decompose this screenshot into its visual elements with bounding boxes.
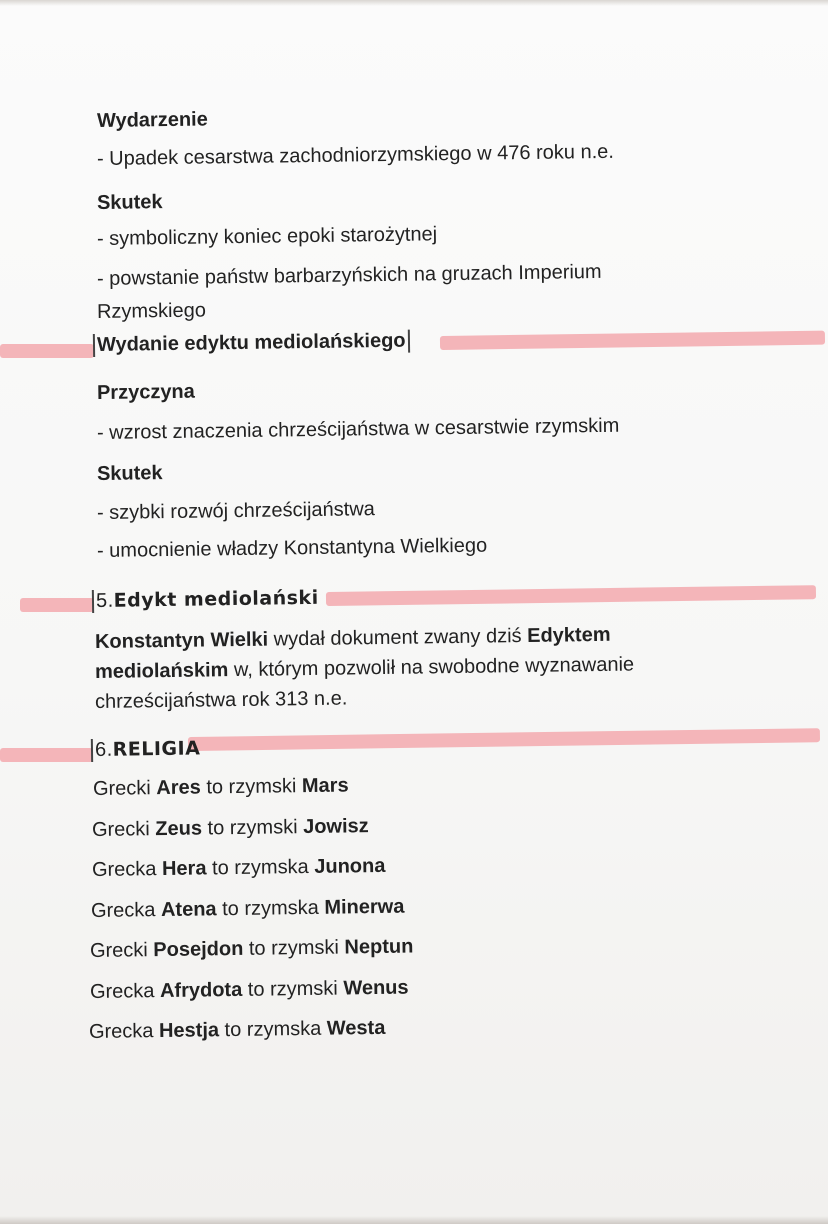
event-label: Wydarzenie	[96, 108, 208, 132]
god-article: Grecka	[91, 858, 162, 881]
effect-item: - powstanie państw barbarzyńskich na gruzach Imperium	[96, 260, 602, 290]
god-article: Grecki	[92, 817, 156, 841]
greek-god-name: Hera	[161, 857, 207, 881]
roman-god-name: Jowisz	[303, 814, 370, 838]
god-connector: to rzymski	[243, 936, 345, 960]
god-connector: to rzymski	[202, 815, 304, 839]
term-bold: Konstantyn Wielki	[94, 628, 269, 653]
section-title: RELIGIA	[112, 737, 201, 761]
section-title: Edykt mediolański	[113, 586, 319, 612]
section-number: 6.	[94, 738, 113, 761]
section-5-heading	[92, 587, 319, 613]
highlight-band-right	[440, 331, 825, 350]
highlight-band-right	[326, 585, 816, 606]
roman-god-name: Junona	[313, 854, 386, 878]
highlight-band-right	[188, 728, 820, 751]
effect-item-continuation: Rzymskiego	[96, 299, 207, 323]
term-bold: Edyktem	[527, 623, 611, 647]
cause-label: Przyczyna	[96, 380, 195, 404]
roman-god-name: Wenus	[342, 976, 409, 999]
god-connector: to rzymski	[200, 775, 303, 799]
effect-item: - umocnienie władzy Konstantyna Wielkiego	[96, 534, 488, 562]
god-pair-row	[91, 895, 405, 922]
god-pair-row	[90, 935, 414, 963]
event-text: - Upadek cesarstwa zachodniorzymskiego w 476 roku n.e.	[96, 140, 615, 170]
paragraph-line	[95, 624, 611, 654]
cause-text: - wzrost znaczenia chrześcijaństwa w cesarstwie rzymskim	[96, 414, 620, 444]
effect-item: - szybki rozwój chrześcijaństwa	[96, 498, 375, 524]
greek-god-name: Posejdon	[153, 937, 244, 962]
section-number: 5.	[95, 589, 114, 612]
god-article: Grecki	[90, 939, 154, 962]
god-article: Grecka	[90, 898, 162, 922]
paragraph-text: wydał dokument zwany dziś	[268, 624, 528, 651]
highlight-band-left	[0, 748, 93, 762]
greek-god-name: Ares	[156, 776, 201, 800]
god-pair-row	[91, 855, 385, 882]
page-top-edge	[0, 0, 828, 6]
effect-label: Skutek	[96, 191, 163, 214]
god-pair-row	[92, 815, 369, 842]
god-connector: to rzymska	[218, 1017, 327, 1042]
god-article: Grecka	[88, 1020, 159, 1043]
greek-god-name: Hestja	[158, 1019, 219, 1043]
highlight-band-left	[0, 344, 94, 358]
highlight-band-left	[20, 598, 94, 612]
god-connector: to rzymska	[216, 896, 325, 920]
term-bold: mediolańskim	[94, 659, 229, 683]
god-article: Grecka	[89, 979, 160, 1003]
god-pair-row	[93, 774, 349, 801]
god-connector: to rzymska	[205, 855, 315, 880]
greek-god-name: Afrydota	[159, 978, 242, 1002]
paragraph-line	[95, 653, 634, 684]
greek-god-name: Zeus	[155, 816, 203, 840]
edict-event-title: Wydanie edyktu mediolańskiego	[93, 330, 410, 357]
page-bottom-edge	[0, 1216, 828, 1224]
section-6-heading	[91, 737, 201, 762]
paragraph-line: chrześcijaństwa rok 313 n.e.	[94, 687, 348, 713]
roman-god-name: Minerwa	[324, 895, 405, 919]
roman-god-name: Westa	[326, 1016, 386, 1040]
effect-label: Skutek	[96, 462, 163, 485]
effect-item: - symboliczny koniec epoki starożytnej	[96, 223, 438, 250]
roman-god-name: Neptun	[344, 935, 414, 959]
god-pair-row	[89, 976, 408, 1003]
roman-god-name: Mars	[301, 774, 349, 798]
god-article: Grecki	[92, 777, 157, 800]
god-connector: to rzymski	[241, 976, 344, 1001]
paragraph-text: w, którym pozwolił na swobodne wyznawanie	[228, 653, 635, 682]
god-pair-row	[89, 1017, 386, 1044]
greek-god-name: Atena	[160, 897, 217, 921]
